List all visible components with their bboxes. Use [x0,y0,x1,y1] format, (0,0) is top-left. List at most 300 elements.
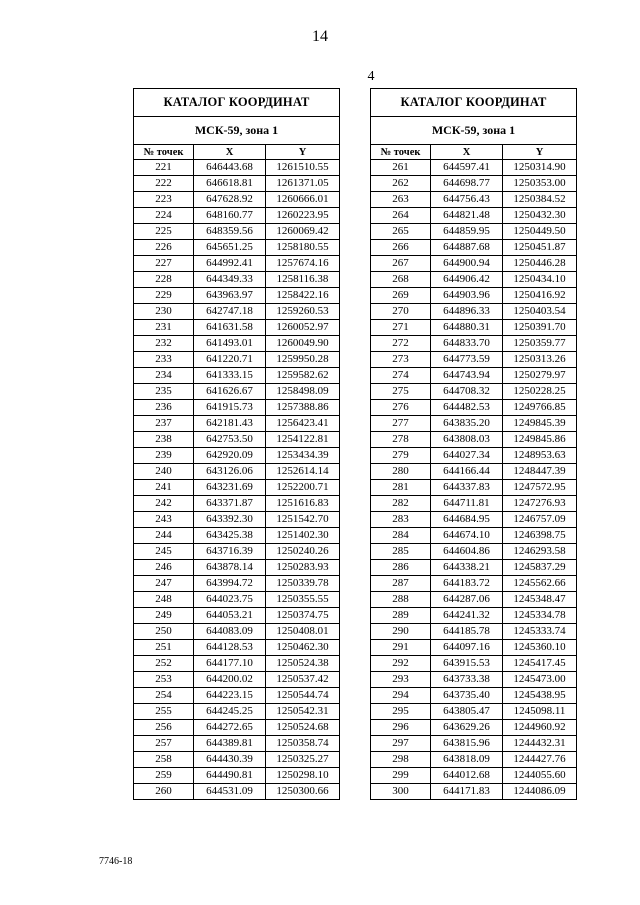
x-coordinate-cell: 644200.02 [194,672,266,688]
y-coordinate-cell: 1257674.16 [266,256,340,272]
y-coordinate-cell: 1250300.66 [266,784,340,800]
y-coordinate-cell: 1250408.01 [266,624,340,640]
x-coordinate-cell: 644821.48 [431,208,503,224]
table-row [134,688,340,704]
point-number-cell: 228 [134,272,194,288]
x-coordinate-cell: 643733.38 [431,672,503,688]
table-row [134,784,340,800]
table-row [371,688,577,704]
point-number-cell: 289 [371,608,431,624]
table-row [134,592,340,608]
x-coordinate-cell: 644027.34 [431,448,503,464]
table-row [371,208,577,224]
y-coordinate-cell: 1258498.09 [266,384,340,400]
column-header-y: Y [503,145,577,160]
x-coordinate-cell: 643735.40 [431,688,503,704]
table-row [371,672,577,688]
y-coordinate-cell: 1253434.39 [266,448,340,464]
y-coordinate-cell: 1245360.10 [503,640,577,656]
point-number-cell: 283 [371,512,431,528]
point-number-cell: 233 [134,352,194,368]
point-number-cell: 269 [371,288,431,304]
point-number-cell: 225 [134,224,194,240]
table-row [134,464,340,480]
point-number-cell: 254 [134,688,194,704]
table-row [134,176,340,192]
table-row [134,768,340,784]
x-coordinate-cell: 642181.43 [194,416,266,432]
table-subtitle: МСК-59, зона 1 [134,117,340,145]
table-row [134,368,340,384]
point-number-cell: 282 [371,496,431,512]
y-coordinate-cell: 1250359.77 [503,336,577,352]
x-coordinate-cell: 644177.10 [194,656,266,672]
point-number-cell: 247 [134,576,194,592]
y-coordinate-cell: 1245334.78 [503,608,577,624]
table-row [371,656,577,672]
x-coordinate-cell: 641631.58 [194,320,266,336]
y-coordinate-cell: 1250279.97 [503,368,577,384]
point-number-cell: 294 [371,688,431,704]
y-coordinate-cell: 1251616.83 [266,496,340,512]
table-row [134,704,340,720]
x-coordinate-cell: 644337.83 [431,480,503,496]
x-coordinate-cell: 641626.67 [194,384,266,400]
x-coordinate-cell: 644241.32 [431,608,503,624]
y-coordinate-cell: 1250446.28 [503,256,577,272]
x-coordinate-cell: 644684.95 [431,512,503,528]
point-number-cell: 230 [134,304,194,320]
point-number-cell: 236 [134,400,194,416]
y-coordinate-cell: 1250374.75 [266,608,340,624]
document-code: 7746-18 [99,856,133,867]
table-row [371,384,577,400]
y-coordinate-cell: 1257388.86 [266,400,340,416]
point-number-cell: 296 [371,720,431,736]
y-coordinate-cell: 1247572.95 [503,480,577,496]
table-row [371,736,577,752]
point-number-cell: 249 [134,608,194,624]
y-coordinate-cell: 1244086.09 [503,784,577,800]
y-coordinate-cell: 1250434.10 [503,272,577,288]
point-number-cell: 265 [371,224,431,240]
table-row [134,336,340,352]
table-row [134,416,340,432]
table-row [371,176,577,192]
point-number-cell: 272 [371,336,431,352]
table-row [371,768,577,784]
table-row [371,416,577,432]
table-row [134,400,340,416]
y-coordinate-cell: 1260666.01 [266,192,340,208]
y-coordinate-cell: 1250313.26 [503,352,577,368]
y-coordinate-cell: 1245473.00 [503,672,577,688]
table-row [371,576,577,592]
x-coordinate-cell: 647628.92 [194,192,266,208]
y-coordinate-cell: 1250339.78 [266,576,340,592]
y-coordinate-cell: 1245562.66 [503,576,577,592]
x-coordinate-cell: 643815.96 [431,736,503,752]
table-row [371,512,577,528]
point-number-cell: 284 [371,528,431,544]
y-coordinate-cell: 1250537.42 [266,672,340,688]
y-coordinate-cell: 1258180.55 [266,240,340,256]
table-row [371,320,577,336]
table-row [134,720,340,736]
point-number-cell: 276 [371,400,431,416]
x-coordinate-cell: 644287.06 [431,592,503,608]
table-row [134,528,340,544]
y-coordinate-cell: 1261510.55 [266,160,340,176]
point-number-cell: 243 [134,512,194,528]
x-coordinate-cell: 643994.72 [194,576,266,592]
point-number-cell: 274 [371,368,431,384]
table-row [134,752,340,768]
coordinate-table-right [370,88,577,800]
point-number-cell: 223 [134,192,194,208]
table-row [134,160,340,176]
y-coordinate-cell: 1260069.42 [266,224,340,240]
x-coordinate-cell: 644773.59 [431,352,503,368]
table-row [134,384,340,400]
y-coordinate-cell: 1249845.39 [503,416,577,432]
x-coordinate-cell: 644887.68 [431,240,503,256]
point-number-cell: 245 [134,544,194,560]
table-row [134,736,340,752]
x-coordinate-cell: 643371.87 [194,496,266,512]
point-number-cell: 273 [371,352,431,368]
point-number-cell: 260 [134,784,194,800]
table-subtitle: МСК-59, зона 1 [371,117,577,145]
column-header-y: Y [266,145,340,160]
y-coordinate-cell: 1250355.55 [266,592,340,608]
x-coordinate-cell: 644272.65 [194,720,266,736]
point-number-cell: 259 [134,768,194,784]
x-coordinate-cell: 641493.01 [194,336,266,352]
table-row [371,624,577,640]
table-row [371,544,577,560]
table-row [134,624,340,640]
point-number-cell: 255 [134,704,194,720]
table-title: КАТАЛОГ КООРДИНАТ [134,89,340,117]
x-coordinate-cell: 643963.97 [194,288,266,304]
y-coordinate-cell: 1250228.25 [503,384,577,400]
x-coordinate-cell: 644349.33 [194,272,266,288]
x-coordinate-cell: 644992.41 [194,256,266,272]
x-coordinate-cell: 648160.77 [194,208,266,224]
table-row [134,576,340,592]
table-row [134,640,340,656]
table-row [371,496,577,512]
table-row [134,304,340,320]
y-coordinate-cell: 1245348.47 [503,592,577,608]
x-coordinate-cell: 644743.94 [431,368,503,384]
table-row [371,640,577,656]
table-row [371,272,577,288]
point-number-cell: 297 [371,736,431,752]
point-number-cell: 224 [134,208,194,224]
y-coordinate-cell: 1260052.97 [266,320,340,336]
y-coordinate-cell: 1260049.90 [266,336,340,352]
table-row [134,560,340,576]
table-row [134,320,340,336]
x-coordinate-cell: 644756.43 [431,192,503,208]
table-row [371,480,577,496]
x-coordinate-cell: 644053.21 [194,608,266,624]
point-number-cell: 268 [371,272,431,288]
y-coordinate-cell: 1244427.76 [503,752,577,768]
table-body [134,160,340,800]
point-number-cell: 227 [134,256,194,272]
y-coordinate-cell: 1250449.50 [503,224,577,240]
table-row [134,656,340,672]
x-coordinate-cell: 644597.41 [431,160,503,176]
x-coordinate-cell: 644604.86 [431,544,503,560]
point-number-cell: 240 [134,464,194,480]
table-body [371,160,577,800]
point-number-cell: 246 [134,560,194,576]
y-coordinate-cell: 1247276.93 [503,496,577,512]
table-row [371,400,577,416]
y-coordinate-cell: 1250384.52 [503,192,577,208]
x-coordinate-cell: 641220.71 [194,352,266,368]
table-row [371,448,577,464]
point-number-cell: 242 [134,496,194,512]
y-coordinate-cell: 1248447.39 [503,464,577,480]
x-coordinate-cell: 643629.26 [431,720,503,736]
point-number-cell: 250 [134,624,194,640]
x-coordinate-cell: 643915.53 [431,656,503,672]
table-row [371,256,577,272]
x-coordinate-cell: 644880.31 [431,320,503,336]
y-coordinate-cell: 1251542.70 [266,512,340,528]
point-number-cell: 264 [371,208,431,224]
table-row [371,592,577,608]
x-coordinate-cell: 643805.47 [431,704,503,720]
table-title: КАТАЛОГ КООРДИНАТ [371,89,577,117]
point-number-cell: 237 [134,416,194,432]
table-row [371,352,577,368]
point-number-cell: 261 [371,160,431,176]
x-coordinate-cell: 643231.69 [194,480,266,496]
table-row [371,336,577,352]
y-coordinate-cell: 1252614.14 [266,464,340,480]
table-row [134,224,340,240]
column-header-x: X [431,145,503,160]
table-row [134,544,340,560]
x-coordinate-cell: 644711.81 [431,496,503,512]
y-coordinate-cell: 1250353.00 [503,176,577,192]
point-number-cell: 222 [134,176,194,192]
y-coordinate-cell: 1245333.74 [503,624,577,640]
table-row [371,464,577,480]
x-coordinate-cell: 644128.53 [194,640,266,656]
table-row [371,560,577,576]
table-row [371,304,577,320]
x-coordinate-cell: 643835.20 [431,416,503,432]
point-number-cell: 280 [371,464,431,480]
y-coordinate-cell: 1250358.74 [266,736,340,752]
y-coordinate-cell: 1261371.05 [266,176,340,192]
table-row [371,368,577,384]
point-number-cell: 253 [134,672,194,688]
y-coordinate-cell: 1244432.31 [503,736,577,752]
table-row [371,752,577,768]
table-row [134,192,340,208]
point-number-cell: 288 [371,592,431,608]
point-number-cell: 275 [371,384,431,400]
x-coordinate-cell: 641333.15 [194,368,266,384]
x-coordinate-cell: 644083.09 [194,624,266,640]
x-coordinate-cell: 646443.68 [194,160,266,176]
x-coordinate-cell: 644708.32 [431,384,503,400]
table-row [371,160,577,176]
y-coordinate-cell: 1245417.45 [503,656,577,672]
page-number: 14 [312,28,328,45]
point-number-cell: 231 [134,320,194,336]
point-number-cell: 290 [371,624,431,640]
table-row [371,432,577,448]
table-row [371,720,577,736]
y-coordinate-cell: 1248953.63 [503,448,577,464]
table-row [134,480,340,496]
point-number-cell: 278 [371,432,431,448]
point-number-cell: 251 [134,640,194,656]
x-coordinate-cell: 646618.81 [194,176,266,192]
y-coordinate-cell: 1258422.16 [266,288,340,304]
y-coordinate-cell: 1250314.90 [503,160,577,176]
x-coordinate-cell: 643392.30 [194,512,266,528]
point-number-cell: 292 [371,656,431,672]
table-row [371,224,577,240]
x-coordinate-cell: 644223.15 [194,688,266,704]
point-number-cell: 279 [371,448,431,464]
point-number-cell: 234 [134,368,194,384]
column-header-point: № точек [134,145,194,160]
table-row [134,352,340,368]
x-coordinate-cell: 644906.42 [431,272,503,288]
y-coordinate-cell: 1244055.60 [503,768,577,784]
x-coordinate-cell: 644389.81 [194,736,266,752]
point-number-cell: 263 [371,192,431,208]
point-number-cell: 300 [371,784,431,800]
table-row [134,448,340,464]
point-number-cell: 232 [134,336,194,352]
x-coordinate-cell: 644698.77 [431,176,503,192]
x-coordinate-cell: 644482.53 [431,400,503,416]
x-coordinate-cell: 644185.78 [431,624,503,640]
x-coordinate-cell: 644490.81 [194,768,266,784]
y-coordinate-cell: 1259260.53 [266,304,340,320]
x-coordinate-cell: 641915.73 [194,400,266,416]
table-row [371,528,577,544]
y-coordinate-cell: 1250391.70 [503,320,577,336]
y-coordinate-cell: 1250283.93 [266,560,340,576]
x-coordinate-cell: 644183.72 [431,576,503,592]
table-row [134,288,340,304]
point-number-cell: 281 [371,480,431,496]
point-number-cell: 298 [371,752,431,768]
y-coordinate-cell: 1250451.87 [503,240,577,256]
point-number-cell: 267 [371,256,431,272]
point-number-cell: 244 [134,528,194,544]
y-coordinate-cell: 1250524.68 [266,720,340,736]
table-row [134,512,340,528]
point-number-cell: 277 [371,416,431,432]
sheet-number: 4 [367,69,375,84]
point-number-cell: 256 [134,720,194,736]
y-coordinate-cell: 1250240.26 [266,544,340,560]
x-coordinate-cell: 643716.39 [194,544,266,560]
y-coordinate-cell: 1246293.58 [503,544,577,560]
x-coordinate-cell: 644023.75 [194,592,266,608]
y-coordinate-cell: 1245438.95 [503,688,577,704]
point-number-cell: 271 [371,320,431,336]
x-coordinate-cell: 644171.83 [431,784,503,800]
point-number-cell: 221 [134,160,194,176]
x-coordinate-cell: 644245.25 [194,704,266,720]
table-row [371,192,577,208]
table-row [134,432,340,448]
point-number-cell: 266 [371,240,431,256]
y-coordinate-cell: 1244960.92 [503,720,577,736]
x-coordinate-cell: 643818.09 [431,752,503,768]
point-number-cell: 293 [371,672,431,688]
table-row [371,240,577,256]
x-coordinate-cell: 644674.10 [431,528,503,544]
point-number-cell: 258 [134,752,194,768]
table-row [371,608,577,624]
coordinate-table-left [133,88,340,800]
x-coordinate-cell: 644430.39 [194,752,266,768]
x-coordinate-cell: 648359.56 [194,224,266,240]
y-coordinate-cell: 1258116.38 [266,272,340,288]
y-coordinate-cell: 1246398.75 [503,528,577,544]
point-number-cell: 257 [134,736,194,752]
table-row [134,496,340,512]
y-coordinate-cell: 1250298.10 [266,768,340,784]
x-coordinate-cell: 643126.06 [194,464,266,480]
column-header-x: X [194,145,266,160]
y-coordinate-cell: 1250403.54 [503,304,577,320]
y-coordinate-cell: 1250416.92 [503,288,577,304]
y-coordinate-cell: 1250524.38 [266,656,340,672]
x-coordinate-cell: 642753.50 [194,432,266,448]
y-coordinate-cell: 1246757.09 [503,512,577,528]
x-coordinate-cell: 642747.18 [194,304,266,320]
y-coordinate-cell: 1249845.86 [503,432,577,448]
x-coordinate-cell: 644833.70 [431,336,503,352]
x-coordinate-cell: 643425.38 [194,528,266,544]
x-coordinate-cell: 644903.96 [431,288,503,304]
point-number-cell: 239 [134,448,194,464]
y-coordinate-cell: 1259582.62 [266,368,340,384]
x-coordinate-cell: 642920.09 [194,448,266,464]
column-header-point: № точек [371,145,431,160]
y-coordinate-cell: 1250544.74 [266,688,340,704]
point-number-cell: 248 [134,592,194,608]
x-coordinate-cell: 644166.44 [431,464,503,480]
point-number-cell: 291 [371,640,431,656]
point-number-cell: 270 [371,304,431,320]
x-coordinate-cell: 643808.03 [431,432,503,448]
x-coordinate-cell: 644896.33 [431,304,503,320]
x-coordinate-cell: 644531.09 [194,784,266,800]
y-coordinate-cell: 1245098.11 [503,704,577,720]
point-number-cell: 299 [371,768,431,784]
table-row [134,208,340,224]
point-number-cell: 235 [134,384,194,400]
